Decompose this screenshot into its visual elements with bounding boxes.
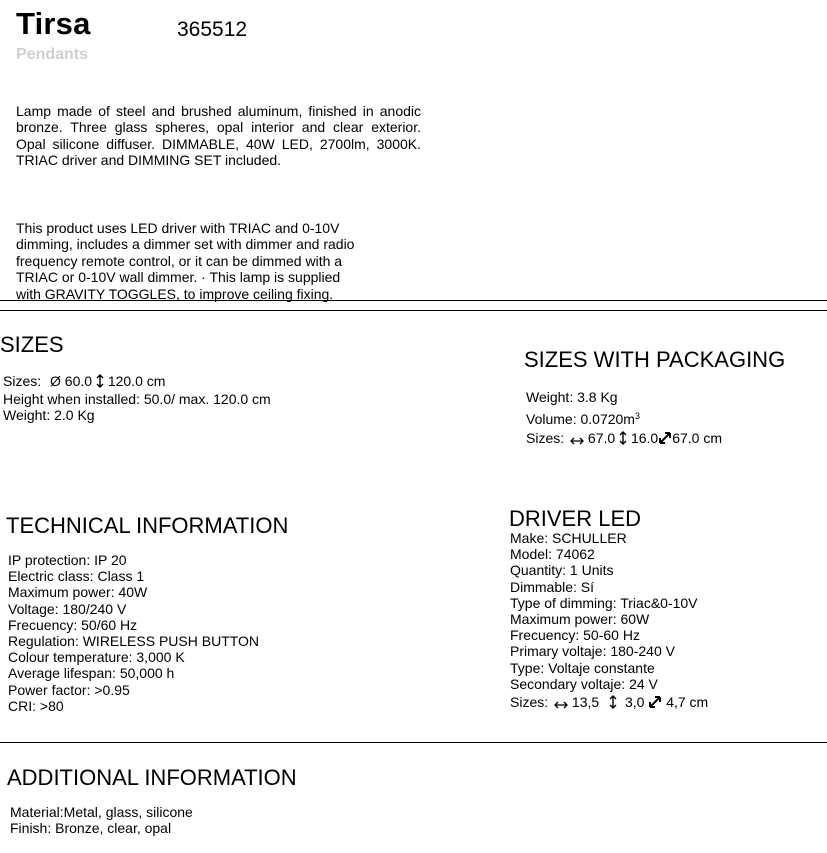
driver-item: Primary voltaje: 180-240 V [510,643,675,660]
technical-item: Power factor: >0.95 [8,681,130,698]
driver-description [16,220,396,302]
sizes-row [3,373,271,391]
material-info: Material:Metal, glass, silicone [10,804,193,820]
driver-list [510,530,708,712]
divider [0,742,827,743]
technical-item: Colour temperature: 3,000 K [8,649,185,666]
driver-item: Quantity: 1 Units [510,562,614,579]
packaging-width: 67.0 [587,430,616,446]
height-arrow-icon [619,431,627,450]
technical-item: Average lifespan: 50,000 h [8,665,175,682]
sizes-list [3,373,271,424]
driver-item: Type of dimming: Triac&0-10V [510,594,698,611]
technical-item: Maximum power: 40W [8,584,148,601]
technical-item: CRI: >80 [8,697,64,714]
description-line: This product uses LED driver with TRIAC and 0-10V [16,220,340,236]
driver-sizes-row [510,694,708,712]
technical-heading: TECHNICAL INFORMATION [6,513,289,538]
driver-width: 13,5 [571,694,600,711]
product-name: Tirsa [16,6,91,41]
driver-item: Make: SCHULLER [510,530,627,546]
description-line: frequency remote control, or it can be dimmed with a [16,252,343,269]
driver-sizes-label: Sizes: [510,694,549,711]
packaging-heading: SIZES WITH PACKAGING [524,347,786,372]
driver-item: Type: Voltaje constante [510,659,655,676]
technical-item: Frecuency: 50/60 Hz [8,616,138,633]
finish-info: Finish: Bronze, clear, opal [10,820,172,837]
divider [0,300,827,301]
packaging-weight: Weight: 3.8 Kg [526,389,618,405]
sizes-weight: Weight: 2.0 Kg [3,407,95,424]
product-category: Pendants [16,46,89,63]
description-paragraph: Lamp made of steel and brushed aluminum, finished in anodic bronze. Three glass spheres, opal interior and clear exterior. Opal silicone diffuser. DIMMABLE, 40W LED, 2700lm, 3000K. TRIAC driver and DIMMING SET included. [16,103,421,169]
additional-heading: ADDITIONAL INFORMATION [7,765,297,790]
divider [0,310,827,311]
technical-item: IP protection: IP 20 [8,552,127,568]
driver-item: Maximum power: 60W [510,611,650,628]
description-line: dimming, includes a dimmer set with dimmer and radio [16,236,355,253]
product-reference: 365512 [177,18,248,41]
description-line: TRIAC or 0-10V wall dimmer. · This lamp is supplied [16,269,341,286]
height-arrow-icon [609,695,617,712]
packaging-sizes-row [526,429,722,450]
height-value: 120.0 cm [107,373,166,389]
technical-item: Electric class: Class 1 [8,568,145,585]
width-arrow-icon [554,696,568,712]
description-line: with GRAVITY TOGGLES, to improve ceiling fixing. [16,285,334,302]
sizes-heading: SIZES [0,332,64,357]
volume-value: Volume: 0.0720m [526,411,635,427]
packaging-volume [526,407,722,429]
packaging-list [526,388,722,450]
sizes-label: Sizes: [3,373,42,389]
packaging-height: 16.0 [630,430,659,446]
installed-height: Height when installed: 50.0/ max. 120.0 cm [3,391,271,408]
driver-item: Model: 74062 [510,546,595,563]
packaging-sizes-label: Sizes: [526,430,565,446]
diameter-icon: Ø [50,373,61,389]
depth-arrow-icon [648,695,662,712]
driver-item: Secondary voltaje: 24 V [510,675,658,692]
volume-exponent: 3 [634,411,640,421]
height-arrow-icon [96,374,104,391]
driver-height: 3,0 [624,694,645,711]
driver-heading: DRIVER LED [509,506,642,531]
packaging-depth: 67.0 cm [672,430,722,446]
technical-item: Regulation: WIRELESS PUSH BUTTON [8,633,260,650]
width-arrow-icon [570,431,584,450]
diameter-value: 60.0 [64,373,93,389]
driver-item: Frecuency: 50-60 Hz [510,627,640,644]
driver-depth: 4,7 cm [666,694,709,711]
driver-item: Dimmable: Sí [510,578,595,595]
additional-list [10,804,193,836]
technical-list [8,552,259,714]
technical-item: Voltage: 180/240 V [8,600,127,617]
depth-arrow-icon [658,431,672,450]
